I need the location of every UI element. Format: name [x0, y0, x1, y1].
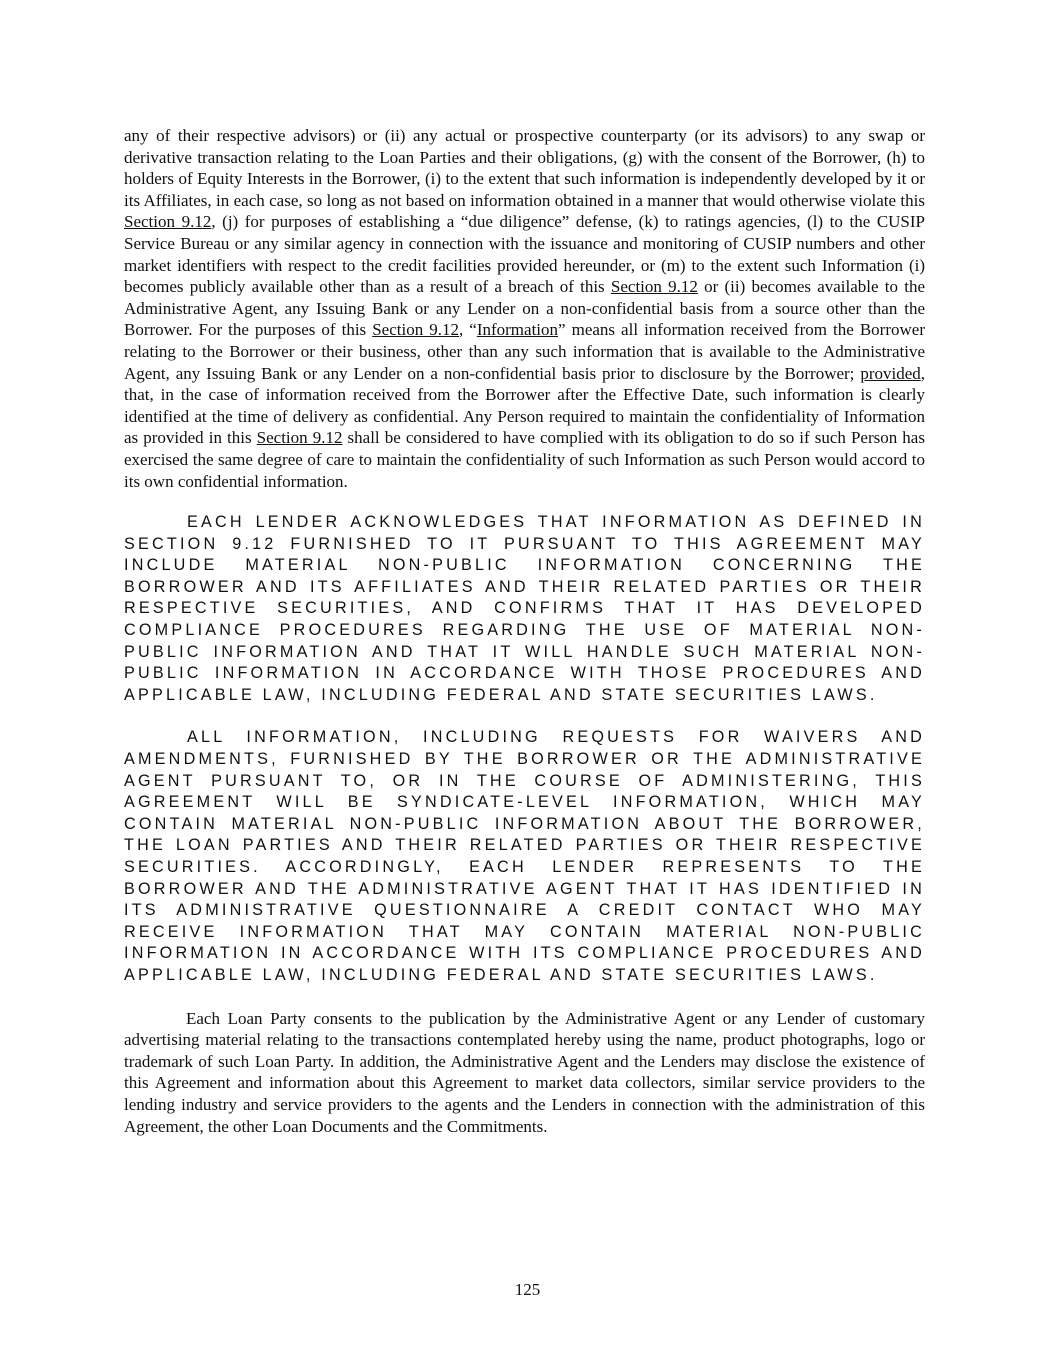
- section-reference: Section 9.12: [124, 212, 212, 232]
- section-reference: Section 9.12: [372, 320, 459, 340]
- lender-acknowledgement-paragraph: EACH LENDER ACKNOWLEDGES THAT INFORMATION AS DEFINED IN SECTION 9.12 FURNISHED TO IT PURSUANT TO THIS AGREEMENT MAY INCLUDE MATERIAL NON-PUBLIC INFORMATION CONCERNING THE BORROWER AND ITS AFFILIATES AND THEIR RELATED PARTIES OR THEIR RESPECTIVE SECURITIES, AND CONFIRMS THAT IT HAS DEVELOPED COMPLIANCE PROCEDURES REGARDING THE USE OF MATERIAL NON-PUBLIC INFORMATION AND THAT IT WILL HANDLE SUCH MATERIAL NON-PUBLIC INFORMATION IN ACCORDANCE WITH THOSE PROCEDURES AND APPLICABLE LAW, INCLUDING FEDERAL AND STATE SECURITIES LAWS.: [124, 513, 925, 704]
- paragraph-text: ” means all information received from the Borrower relating to the Borrower or their business, other than any such information that is available to the Administrative Agent, any Issuing Bank or any Lender on a non-confidential basis prior to disclosure by the Borrower;: [124, 320, 925, 383]
- section-reference: Section 9.12: [256, 428, 343, 448]
- confidentiality-paragraph: [124, 125, 925, 492]
- section-reference: Section 9.12: [610, 277, 698, 297]
- paragraph-text: any of their respective advisors) or (ii) any actual or prospective counterparty (or its advisors) to any swap or derivative transaction relating to the Loan Parties and their obligations, (g) with the consent of the Borrower, (h) to holders of Equity Interests in the Borrower, (i) to the extent that such information is independently developed by it or its Affiliates, in each case, so long as not based on information obtained in a manner that would otherwise violate this: [124, 126, 925, 210]
- paragraph-text: shall be considered to have complied with its obligation to do so if such Person has exercised the same degree of care to maintain the confidentiality of such Information as such Person would accord to its own confidential information.: [124, 428, 925, 491]
- document-page: [124, 125, 925, 1137]
- paragraph-text: , “: [458, 320, 477, 340]
- paragraph-text: , that, in the case of information received from the Borrower after the Effective Date, such information is clearly identified at the time of delivery as confidential. Any Person required to maintain the confidentiality of Information as provided in this: [124, 363, 925, 448]
- paragraph-text: or (ii) becomes available to the Administrative Agent, any Issuing Bank or any Lender on a non-confidential basis from a source other than the Borrower. For the purposes of this: [124, 277, 926, 340]
- paragraph-text: , (j) for purposes of establishing a “due diligence” defense, (k) to ratings agencies, (l) to the CUSIP Service Bureau or any similar agency in connection with the issuance and monitoring of CUSIP numbers and other market identifiers with respect to the credit facilities provided hereunder, or (m) to the extent such Information (i) becomes publicly available other than as a result of a breach of this: [124, 212, 926, 297]
- page-number: 125: [514, 1280, 541, 1299]
- defined-term: Information: [476, 320, 559, 340]
- proviso-term: provided: [860, 363, 921, 383]
- publicity-paragraph: Each Loan Party consents to the publication by the Administrative Agent or any Lender of customary advertising material relating to the transactions contemplated hereby using the name, product photographs, logo or trademark of such Loan Party. In addition, the Administrative Agent and the Lenders may disclose the existence of this Agreement and information about this Agreement to market data collectors, similar service providers to the lending industry and service providers to the agents and the Lenders in connection with the administration of this Agreement, the other Loan Documents and the Commitments.: [124, 1008, 925, 1136]
- syndicate-information-paragraph: ALL INFORMATION, INCLUDING REQUESTS FOR WAIVERS AND AMENDMENTS, FURNISHED BY THE BORROWER OR THE ADMINISTRATIVE AGENT PURSUANT TO, OR IN THE COURSE OF ADMINISTERING, THIS AGREEMENT WILL BE SYNDICATE-LEVEL INFORMATION, WHICH MAY CONTAIN MATERIAL NON-PUBLIC INFORMATION ABOUT THE BORROWER, THE LOAN PARTIES AND THEIR RELATED PARTIES OR THEIR RESPECTIVE SECURITIES. ACCORDINGLY, EACH LENDER REPRESENTS TO THE BORROWER AND THE ADMINISTRATIVE AGENT THAT IT HAS IDENTIFIED IN ITS ADMINISTRATIVE QUESTIONNAIRE A CREDIT CONTACT WHO MAY RECEIVE INFORMATION THAT MAY CONTAIN MATERIAL NON-PUBLIC INFORMATION IN ACCORDANCE WITH ITS COMPLIANCE PROCEDURES AND APPLICABLE LAW, INCLUDING FEDERAL AND STATE SECURITIES LAWS.: [124, 728, 925, 984]
